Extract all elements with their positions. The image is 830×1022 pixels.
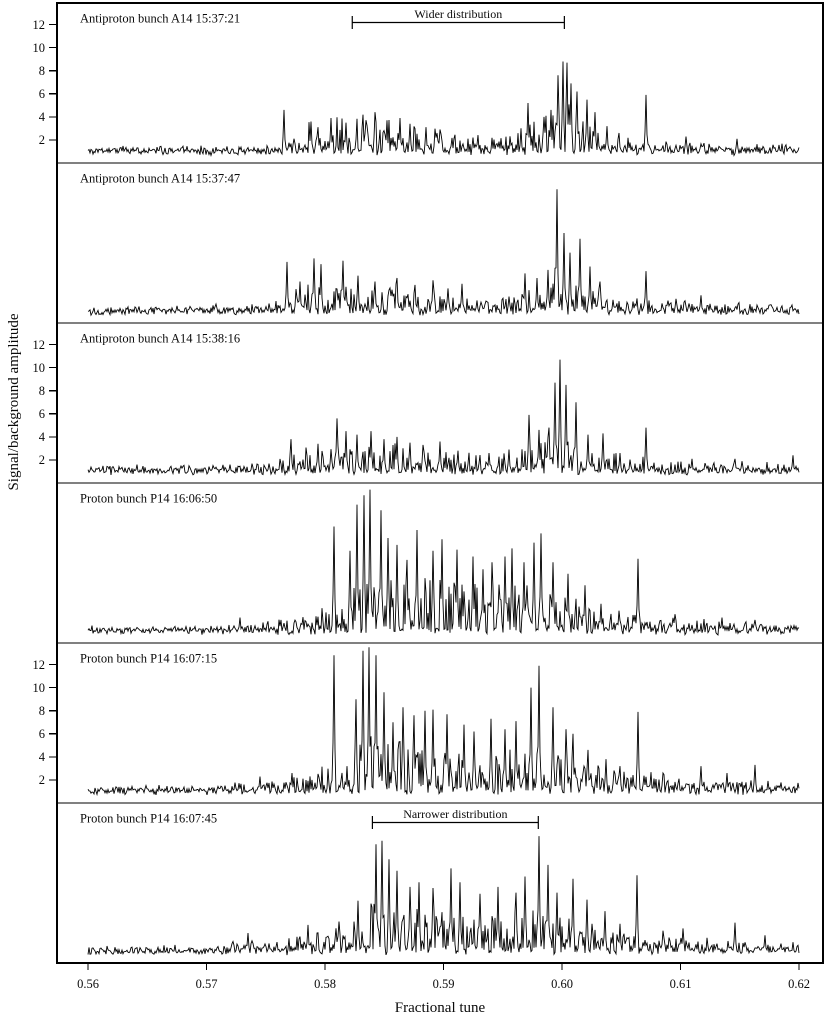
annotation-label: Narrower distribution bbox=[403, 807, 508, 821]
y-tick-label: 8 bbox=[38, 703, 45, 718]
y-tick-label: 2 bbox=[38, 453, 45, 468]
y-axis-label: Signal/background amplitude bbox=[6, 313, 22, 491]
annotation-label: Wider distribution bbox=[414, 7, 503, 21]
panel-title: Proton bunch P14 16:07:45 bbox=[80, 811, 218, 826]
y-tick-label: 8 bbox=[38, 383, 45, 398]
y-tick-label: 4 bbox=[38, 430, 45, 445]
x-tick-label: 0.59 bbox=[432, 977, 455, 991]
panel-title: Antiproton bunch A14 15:37:21 bbox=[80, 11, 241, 26]
y-tick-label: 6 bbox=[38, 406, 45, 421]
x-axis-label: Fractional tune bbox=[394, 1000, 486, 1016]
x-tick-label: 0.61 bbox=[669, 977, 692, 991]
panel-title: Antiproton bunch A14 15:37:47 bbox=[80, 171, 241, 186]
spectrum-trace bbox=[88, 490, 799, 635]
y-tick-label: 4 bbox=[38, 110, 45, 125]
y-tick-label: 12 bbox=[32, 17, 45, 32]
panel-title: Proton bunch P14 16:07:15 bbox=[80, 651, 218, 666]
spectrum-trace bbox=[88, 836, 799, 955]
panel-title: Antiproton bunch A14 15:38:16 bbox=[80, 331, 241, 346]
x-tick-label: 0.60 bbox=[551, 977, 573, 991]
spectrum-trace bbox=[88, 62, 799, 156]
panel-title: Proton bunch P14 16:06:50 bbox=[80, 491, 218, 506]
y-tick-label: 10 bbox=[32, 680, 45, 695]
spectrum-trace bbox=[88, 189, 799, 315]
y-tick-label: 10 bbox=[32, 40, 45, 55]
panel-1 bbox=[57, 163, 823, 315]
y-tick-label: 12 bbox=[32, 337, 45, 352]
y-tick-label: 12 bbox=[32, 657, 45, 672]
y-tick-label: 8 bbox=[38, 63, 45, 78]
x-tick-label: 0.58 bbox=[314, 977, 336, 991]
y-tick-label: 10 bbox=[32, 360, 45, 375]
x-tick-label: 0.62 bbox=[788, 977, 810, 991]
panel-4 bbox=[33, 643, 824, 795]
spectrum-trace bbox=[88, 647, 799, 795]
y-tick-label: 2 bbox=[38, 133, 45, 148]
y-tick-label: 6 bbox=[38, 86, 45, 101]
y-tick-label: 6 bbox=[38, 726, 45, 741]
panel-0 bbox=[33, 7, 800, 155]
y-tick-label: 2 bbox=[38, 773, 45, 788]
panel-2 bbox=[33, 323, 824, 475]
spectrum-trace bbox=[88, 360, 799, 475]
x-tick-label: 0.57 bbox=[195, 977, 218, 991]
y-tick-label: 4 bbox=[38, 750, 45, 765]
panel-3 bbox=[57, 483, 823, 635]
panel-5 bbox=[57, 803, 823, 955]
x-tick-label: 0.56 bbox=[77, 977, 99, 991]
